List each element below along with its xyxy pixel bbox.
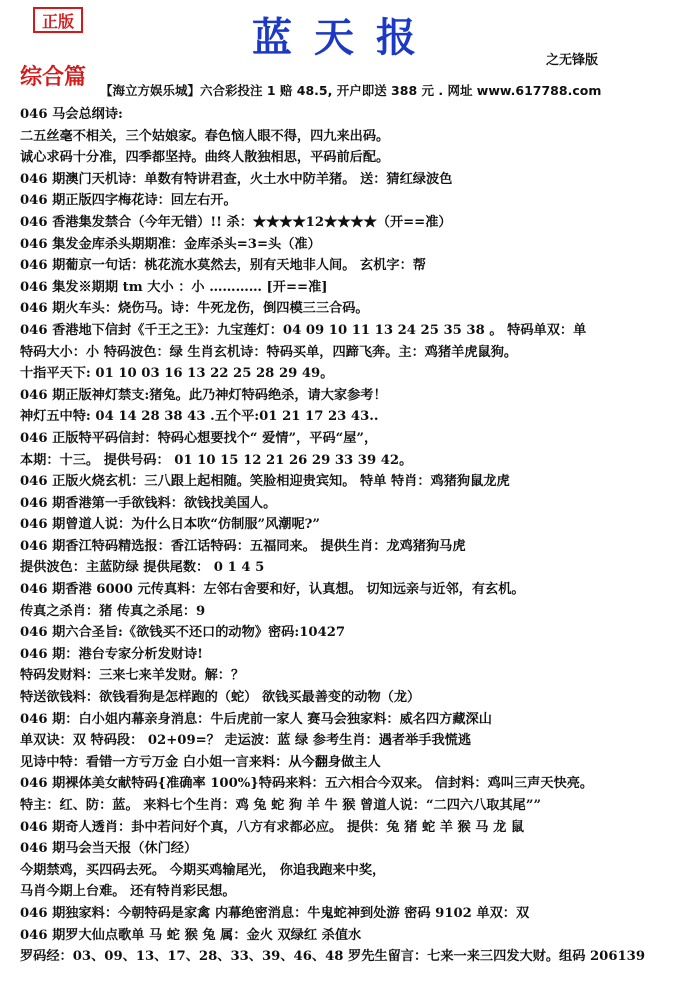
newspaper-title: 蓝天报 bbox=[252, 14, 438, 61]
text-line: 046 集发※期期 tm 大小 ：小 ………… [开==准] bbox=[20, 279, 328, 295]
advertisement-banner: 【海立方娱乐城】六合彩投注 1 赔 48.5, 开户即送 388 元 . 网址 www.617788.com bbox=[100, 83, 602, 98]
text-line: 046 期香港 6000 元传真料：左邻右舍要和好，认真想。 切知远亲与近邻，有玄机。 bbox=[20, 582, 525, 598]
text-line: 见诗中特：看错一方亏万金 白小姐一言来料：从今翻身做主人 bbox=[20, 754, 381, 770]
text-line: 特码大小：小 特码波色：绿 生肖玄机诗：特码买单，四蹄飞奔。主：鸡猪羊虎鼠狗。 bbox=[20, 344, 518, 360]
text-line: 马肖今期上台难。 还有特肖彩民想。 bbox=[20, 884, 236, 900]
text-line: 046 期火车头：烧伤马。诗：牛死龙伤，倒四模三三合码。 bbox=[20, 301, 369, 317]
text-line: 特码发财料：三来七来羊发财。解：？ bbox=[20, 668, 245, 684]
text-line: 046 期澳门天机诗：单数有特讲君查，火土水中防羊猪。 送：猜红绿波色 bbox=[20, 171, 453, 187]
genuine-edition-stamp: 正版 bbox=[33, 7, 83, 33]
text-line: 046 香港集发禁合（今年无错）!! 杀：★★★★12★★★★（开==准） bbox=[20, 214, 452, 230]
text-line: 特送欲钱料：欲钱看狗是怎样跑的（蛇） 欲钱买最善变的动物（龙） bbox=[20, 690, 421, 706]
text-line: 今期禁鸡，买四码去死。 今期买鸡输尾光， 你追我跑来中奖， bbox=[20, 862, 386, 878]
text-line: 罗码经：03、09、13、17、28、33、39、46、48 罗先生留言：七来一来三四发大财。组码 206139 bbox=[20, 949, 646, 965]
text-line: 046 期香江特码精选报：香江话特码：五福同来。 提供生肖：龙鸡猪狗马虎 bbox=[20, 538, 466, 554]
text-line: 046 期葡京一句话：桃花流水莫然去，别有天地非人间。 玄机字：帮 bbox=[20, 258, 426, 274]
text-line: 单双诀：双 特码段： 02+09=？ 走运波：蓝 绿 参考生肖：遇者举手我慌逃 bbox=[20, 733, 472, 749]
text-line: 特主：红、防：蓝。 来料七个生肖：鸡 兔 蛇 狗 羊 牛 猴 曾道人说：“二四六八取其尾”” bbox=[20, 798, 542, 813]
text-line: 046 期独家料：今朝特码是家禽 内幕绝密消息：牛鬼蛇神到处游 密码 9102 单双：双 bbox=[20, 905, 530, 921]
text-line: 046 香港地下信封《千王之王》：九宝莲灯：04 09 10 11 13 24 25 35 38 。 特码单双：单 bbox=[20, 322, 587, 338]
text-line: 046 马会总纲诗: bbox=[20, 107, 123, 122]
text-line: 046 期正版神灯禁支:猪兔。此乃神灯特码绝杀，请大家参考！ bbox=[20, 387, 387, 403]
text-line: 传真之杀肖：猪 传真之杀尾：9 bbox=[20, 603, 206, 619]
text-line: 046 正版特平码信封：特码心想要找个“ 爱情”，平码“屋”， bbox=[20, 430, 378, 446]
text-line: 二五丝毫不相关，三个姑娘家。春色恼人眼不得，四九来出码。 bbox=[20, 128, 390, 144]
text-line: 046 期香港第一手欲钱料：欲钱找美国人。 bbox=[20, 495, 277, 511]
section-title: 综合篇 bbox=[20, 64, 87, 90]
text-line: 十指平天下: 01 10 03 16 13 22 25 28 29 49。 bbox=[20, 366, 334, 382]
text-line: 046 期奇人透肖：卦中若问好个真，八方有求都必应。 提供：兔 猪 蛇 羊 猴 马 龙 鼠 bbox=[20, 819, 525, 835]
text-line: 046 期罗大仙点歌单 马 蛇 猴 兔 属：金火 双绿红 杀值水 bbox=[20, 927, 362, 943]
text-line: 神灯五中特: 04 14 28 38 43 .五个平:01 21 17 23 43.. bbox=[20, 409, 379, 425]
text-line: 046 期曾道人说：为什么日本吹“仿制服”风潮呢?” bbox=[20, 517, 320, 533]
text-line: 诚心求码十分准，四季都坚持。曲终人散独相思，平码前后配。 bbox=[20, 150, 390, 166]
text-line: 046 期正版四字梅花诗：回左右开。 bbox=[20, 193, 237, 209]
text-line: 046 期裸体美女献特码{准确率 100%}特码来料：五六相合今双来。 信封料：鸡叫三声天快亮。 bbox=[20, 776, 594, 792]
text-line: 提供波色：主蓝防绿 提供尾数： 0 1 4 5 bbox=[20, 560, 265, 576]
text-line: 046 正版火烧玄机：三八跟上起相随。笑脸相迎贵宾知。 特单 特肖：鸡猪狗鼠龙虎 bbox=[20, 474, 510, 490]
text-line: 046 期：港台专家分析发财诗! bbox=[20, 646, 203, 662]
text-line: 046 期六合圣旨:《欲钱买不还口的动物》密码:10427 bbox=[20, 625, 346, 641]
text-line: 046 期：白小姐内幕亲身消息：牛后虎前一家人 赛马会独家料：威名四方藏深山 bbox=[20, 711, 492, 727]
text-line: 本期：十三。 提供号码： 01 10 15 12 21 26 29 33 39 42。 bbox=[20, 452, 413, 468]
text-body bbox=[20, 104, 682, 968]
text-line: 046 期马会当天报（休门经） bbox=[20, 841, 198, 857]
text-line: 046 集发金库杀头期期准：金库杀头=3=头（准） bbox=[20, 236, 321, 252]
edition-label: 之无锋版 bbox=[545, 53, 598, 68]
